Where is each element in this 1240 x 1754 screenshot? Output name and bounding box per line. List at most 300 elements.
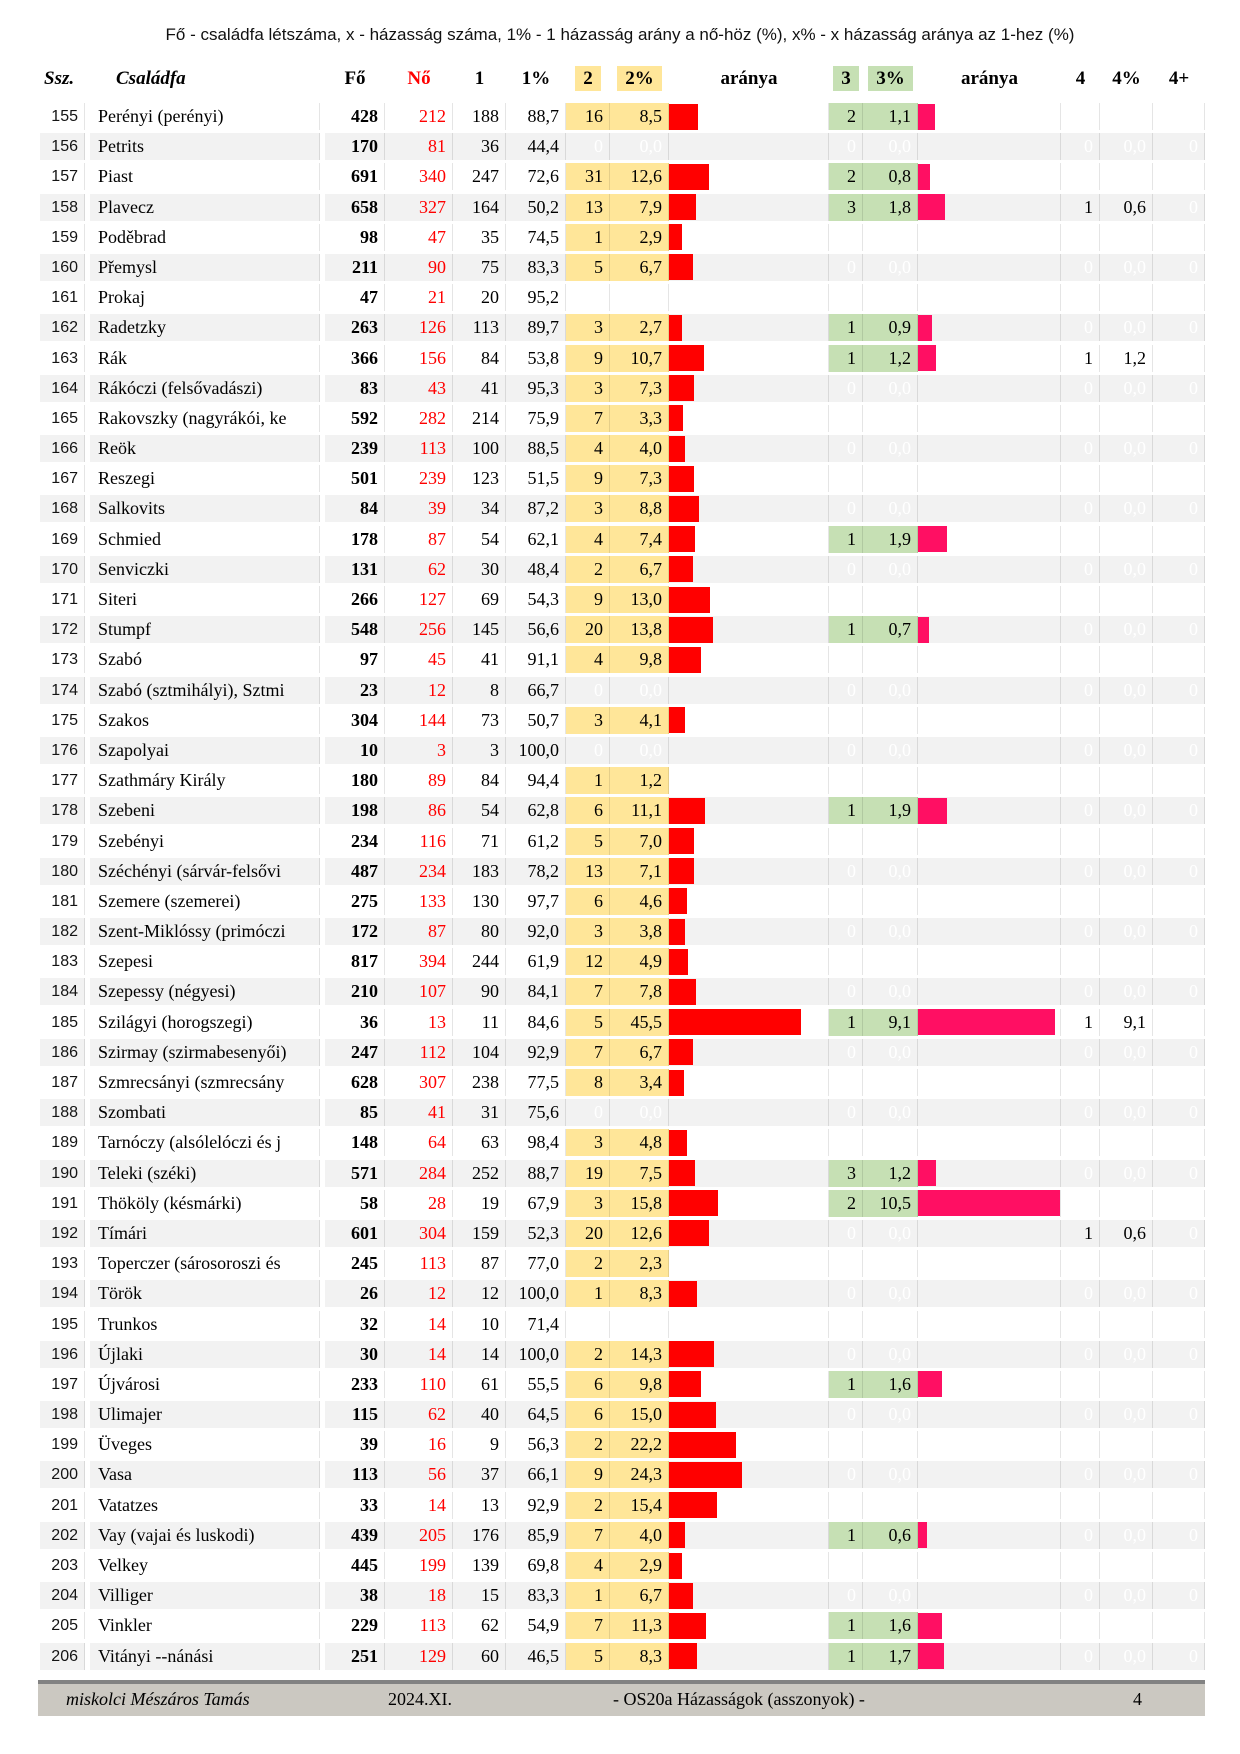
cell-no: 3: [385, 737, 453, 764]
cell-marriage1-pct: 84,1: [506, 978, 566, 1005]
cell-aranya-3: [918, 978, 1061, 1005]
cell-aranya-3: [918, 1522, 1061, 1549]
cell-marriage4-pct: 0,0: [1100, 1039, 1153, 1066]
cell-marriage3-count: 0: [829, 1220, 863, 1247]
cell-marriage2-pct: 7,8: [610, 978, 669, 1005]
cell-marriage2-count: 9: [566, 465, 610, 492]
cell-marriage3-count: [829, 707, 863, 734]
cell-marriage4-pct: 9,1: [1100, 1009, 1153, 1036]
cell-fo: 211: [325, 254, 385, 281]
cell-marriage2-pct: 0,0: [610, 737, 669, 764]
cell-marriage1-pct: 48,4: [506, 556, 566, 583]
cell-marriage1-count: 54: [453, 526, 506, 553]
cell-marriage1-count: 113: [453, 314, 506, 341]
marriage2-ratio-bar: [669, 556, 693, 582]
cell-marriage1-count: 188: [453, 103, 506, 130]
cell-no: 64: [385, 1129, 453, 1156]
cell-fo: 131: [325, 556, 385, 583]
cell-family-name: Reök: [90, 435, 320, 462]
cell-marriage4-count: 0: [1061, 495, 1100, 522]
cell-marriage4plus-count: [1153, 103, 1205, 130]
cell-marriage1-count: 11: [453, 1009, 506, 1036]
cell-aranya-2: [669, 828, 829, 855]
cell-marriage2-count: 6: [566, 1371, 610, 1398]
cell-marriage2-pct: 4,0: [610, 435, 669, 462]
cell-fo: 172: [325, 918, 385, 945]
cell-family-name: Prokaj: [90, 284, 320, 311]
cell-marriage1-pct: 56,3: [506, 1431, 566, 1458]
cell-aranya-2: [669, 194, 829, 221]
cell-marriage4-pct: [1100, 1190, 1153, 1217]
cell-marriage1-pct: 88,5: [506, 435, 566, 462]
cell-marriage4-count: 0: [1061, 737, 1100, 764]
cell-no: 62: [385, 1401, 453, 1428]
cell-fo: 30: [325, 1341, 385, 1368]
cell-marriage2-pct: 8,5: [610, 103, 669, 130]
cell-marriage4plus-count: [1153, 163, 1205, 190]
cell-family-name: Szepessy (négyesi): [90, 978, 320, 1005]
cell-aranya-2: [669, 435, 829, 462]
cell-no: 199: [385, 1552, 453, 1579]
cell-aranya-2: [669, 978, 829, 1005]
cell-marriage3-count: 1: [829, 1612, 863, 1639]
cell-marriage3-pct: 0,0: [863, 737, 918, 764]
cell-fo: 251: [325, 1643, 385, 1670]
cell-no: 284: [385, 1160, 453, 1187]
marriage2-ratio-bar: [669, 1341, 714, 1367]
cell-marriage2-count: 3: [566, 375, 610, 402]
table-row: [40, 133, 1205, 160]
cell-ssz: 169: [40, 526, 85, 553]
column-header-4plus: 4+: [1168, 68, 1190, 89]
cell-marriage1-pct: 44,4: [506, 133, 566, 160]
cell-aranya-2: [669, 1461, 829, 1488]
cell-marriage4-pct: 0,0: [1100, 918, 1153, 945]
cell-marriage2-pct: 15,8: [610, 1190, 669, 1217]
table-row: [40, 918, 1205, 945]
cell-marriage4-pct: [1100, 1431, 1153, 1458]
cell-marriage4-pct: [1100, 465, 1153, 492]
cell-family-name: Szebeni: [90, 797, 320, 824]
cell-aranya-3: [918, 465, 1061, 492]
cell-aranya-3: [918, 1341, 1061, 1368]
cell-marriage4-count: 0: [1061, 314, 1100, 341]
table-row: [40, 1220, 1205, 1247]
cell-marriage1-count: 37: [453, 1461, 506, 1488]
cell-marriage4plus-count: [1153, 767, 1205, 794]
cell-marriage3-count: 1: [829, 1009, 863, 1036]
cell-marriage4plus-count: 0: [1153, 918, 1205, 945]
cell-fo: 198: [325, 797, 385, 824]
cell-aranya-3: [918, 1401, 1061, 1428]
cell-marriage3-count: [829, 1552, 863, 1579]
cell-fo: 58: [325, 1190, 385, 1217]
cell-aranya-2: [669, 495, 829, 522]
table-row: [40, 163, 1205, 190]
cell-ssz: 165: [40, 405, 85, 432]
cell-marriage1-pct: 61,9: [506, 948, 566, 975]
cell-no: 113: [385, 1250, 453, 1277]
cell-aranya-2: [669, 1099, 829, 1126]
cell-marriage4plus-count: 0: [1153, 1039, 1205, 1066]
cell-marriage4plus-count: [1153, 1009, 1205, 1036]
cell-family-name: Velkey: [90, 1552, 320, 1579]
marriage3-ratio-bar: [918, 315, 932, 341]
table-row: [40, 677, 1205, 704]
cell-ssz: 158: [40, 194, 85, 221]
marriage2-ratio-bar: [669, 647, 701, 673]
cell-no: 45: [385, 646, 453, 673]
page-footer: [38, 1680, 1205, 1716]
cell-aranya-2: [669, 345, 829, 372]
cell-marriage1-count: 252: [453, 1160, 506, 1187]
cell-marriage2-pct: 3,3: [610, 405, 669, 432]
cell-marriage2-pct: 0,0: [610, 133, 669, 160]
column-header-ssz: Ssz.: [44, 68, 75, 89]
cell-marriage4-pct: 0,0: [1100, 133, 1153, 160]
cell-marriage4plus-count: 0: [1153, 1643, 1205, 1670]
cell-marriage1-count: 31: [453, 1099, 506, 1126]
cell-ssz: 187: [40, 1069, 85, 1096]
cell-aranya-3: [918, 495, 1061, 522]
cell-marriage4-pct: [1100, 103, 1153, 130]
cell-fo: 33: [325, 1492, 385, 1519]
cell-aranya-2: [669, 1612, 829, 1639]
table-row: [40, 616, 1205, 643]
cell-marriage3-count: [829, 224, 863, 251]
cell-fo: 229: [325, 1612, 385, 1639]
cell-marriage2-count: 7: [566, 1039, 610, 1066]
cell-ssz: 164: [40, 375, 85, 402]
marriage2-ratio-bar: [669, 1009, 801, 1035]
cell-marriage3-pct: [863, 284, 918, 311]
cell-marriage2-count: 5: [566, 1009, 610, 1036]
cell-marriage4-count: [1061, 1190, 1100, 1217]
cell-family-name: Schmied: [90, 526, 320, 553]
cell-no: 110: [385, 1371, 453, 1398]
marriage3-ratio-bar: [918, 617, 929, 643]
cell-marriage3-pct: 0,0: [863, 556, 918, 583]
cell-marriage1-count: 73: [453, 707, 506, 734]
marriage2-ratio-bar: [669, 1583, 693, 1609]
cell-aranya-3: [918, 1009, 1061, 1036]
cell-marriage1-pct: 66,1: [506, 1461, 566, 1488]
cell-marriage1-pct: 75,9: [506, 405, 566, 432]
cell-fo: 38: [325, 1582, 385, 1609]
cell-marriage2-count: 3: [566, 707, 610, 734]
cell-marriage3-pct: [863, 405, 918, 432]
cell-marriage4plus-count: 0: [1153, 978, 1205, 1005]
cell-fo: 83: [325, 375, 385, 402]
table-row: [40, 194, 1205, 221]
cell-ssz: 179: [40, 828, 85, 855]
cell-ssz: 186: [40, 1039, 85, 1066]
marriage3-ratio-bar: [918, 1160, 936, 1186]
cell-marriage4-pct: 0,0: [1100, 314, 1153, 341]
cell-ssz: 191: [40, 1190, 85, 1217]
cell-aranya-2: [669, 1643, 829, 1670]
column-header-3-highlight: 3: [833, 66, 859, 91]
cell-marriage4plus-count: 0: [1153, 194, 1205, 221]
cell-marriage1-pct: 64,5: [506, 1401, 566, 1428]
cell-ssz: 202: [40, 1522, 85, 1549]
cell-marriage3-pct: 1,9: [863, 797, 918, 824]
cell-marriage2-pct: 4,6: [610, 888, 669, 915]
cell-marriage2-pct: 0,0: [610, 1099, 669, 1126]
cell-no: 126: [385, 314, 453, 341]
cell-aranya-3: [918, 405, 1061, 432]
cell-no: 327: [385, 194, 453, 221]
cell-aranya-3: [918, 1612, 1061, 1639]
cell-family-name: Trunkos: [90, 1311, 320, 1338]
cell-marriage4plus-count: 0: [1153, 1220, 1205, 1247]
cell-marriage2-pct: 3,8: [610, 918, 669, 945]
cell-fo: 85: [325, 1099, 385, 1126]
cell-marriage4plus-count: [1153, 646, 1205, 673]
cell-family-name: Tarnóczy (alsólelóczi és j: [90, 1129, 320, 1156]
cell-marriage1-pct: 75,6: [506, 1099, 566, 1126]
cell-fo: 601: [325, 1220, 385, 1247]
cell-marriage3-pct: [863, 1492, 918, 1519]
cell-marriage4-pct: 0,0: [1100, 1522, 1153, 1549]
cell-marriage1-count: 35: [453, 224, 506, 251]
cell-aranya-3: [918, 1250, 1061, 1277]
cell-aranya-3: [918, 1582, 1061, 1609]
cell-marriage1-pct: 92,9: [506, 1039, 566, 1066]
cell-family-name: Szemere (szemerei): [90, 888, 320, 915]
cell-aranya-2: [669, 1220, 829, 1247]
cell-ssz: 168: [40, 495, 85, 522]
table-row: [40, 586, 1205, 613]
cell-marriage2-pct: 4,0: [610, 1522, 669, 1549]
cell-marriage2-count: 13: [566, 858, 610, 885]
cell-no: 56: [385, 1461, 453, 1488]
cell-ssz: 157: [40, 163, 85, 190]
cell-aranya-2: [669, 797, 829, 824]
cell-marriage2-count: 8: [566, 1069, 610, 1096]
cell-marriage4-count: [1061, 1129, 1100, 1156]
cell-aranya-2: [669, 556, 829, 583]
cell-aranya-3: [918, 707, 1061, 734]
cell-aranya-2: [669, 1069, 829, 1096]
marriage2-ratio-bar: [669, 858, 694, 884]
cell-marriage4plus-count: 0: [1153, 254, 1205, 281]
cell-marriage2-count: 7: [566, 978, 610, 1005]
cell-marriage4plus-count: [1153, 1129, 1205, 1156]
cell-marriage4plus-count: 0: [1153, 314, 1205, 341]
cell-marriage3-pct: 1,6: [863, 1371, 918, 1398]
cell-marriage1-count: 14: [453, 1341, 506, 1368]
cell-aranya-2: [669, 707, 829, 734]
cell-family-name: Plavecz: [90, 194, 320, 221]
cell-marriage2-pct: 6,7: [610, 1582, 669, 1609]
cell-marriage3-pct: 0,8: [863, 163, 918, 190]
cell-family-name: Salkovits: [90, 495, 320, 522]
cell-marriage2-count: 4: [566, 526, 610, 553]
cell-no: 16: [385, 1431, 453, 1458]
cell-marriage2-pct: 0,0: [610, 677, 669, 704]
table-row: [40, 1461, 1205, 1488]
cell-marriage4-pct: 0,0: [1100, 1099, 1153, 1126]
cell-aranya-2: [669, 858, 829, 885]
cell-aranya-3: [918, 1220, 1061, 1247]
table-row: [40, 526, 1205, 553]
cell-aranya-2: [669, 224, 829, 251]
cell-marriage4-count: 1: [1061, 1009, 1100, 1036]
cell-aranya-2: [669, 405, 829, 432]
cell-marriage4plus-count: [1153, 1431, 1205, 1458]
cell-marriage4-pct: [1100, 284, 1153, 311]
cell-marriage4plus-count: 0: [1153, 375, 1205, 402]
cell-marriage4-pct: 0,0: [1100, 1461, 1153, 1488]
cell-marriage3-count: 3: [829, 194, 863, 221]
cell-marriage1-pct: 62,1: [506, 526, 566, 553]
cell-marriage4-count: [1061, 405, 1100, 432]
cell-marriage3-pct: 0,0: [863, 375, 918, 402]
cell-aranya-2: [669, 586, 829, 613]
cell-marriage3-pct: [863, 465, 918, 492]
cell-aranya-2: [669, 1371, 829, 1398]
cell-marriage4plus-count: [1153, 1190, 1205, 1217]
cell-marriage1-count: 214: [453, 405, 506, 432]
table-row: [40, 1643, 1205, 1670]
cell-marriage2-pct: 22,2: [610, 1431, 669, 1458]
cell-marriage3-count: 0: [829, 737, 863, 764]
cell-family-name: Szilágyi (horogszegi): [90, 1009, 320, 1036]
cell-marriage1-count: 183: [453, 858, 506, 885]
cell-marriage4-count: 0: [1061, 435, 1100, 462]
marriage2-ratio-bar: [669, 436, 685, 462]
cell-fo: 84: [325, 495, 385, 522]
footer-date: 2024.XI.: [388, 1689, 452, 1709]
cell-aranya-3: [918, 194, 1061, 221]
cell-marriage4-count: [1061, 828, 1100, 855]
table-row: [40, 1341, 1205, 1368]
cell-no: 87: [385, 918, 453, 945]
cell-marriage1-pct: 62,8: [506, 797, 566, 824]
marriage2-ratio-bar: [669, 828, 694, 854]
cell-family-name: Villiger: [90, 1582, 320, 1609]
column-header-aranya-2: aránya: [720, 68, 778, 89]
cell-marriage1-count: 69: [453, 586, 506, 613]
cell-marriage4-count: [1061, 1552, 1100, 1579]
cell-no: 87: [385, 526, 453, 553]
cell-marriage3-count: 0: [829, 1280, 863, 1307]
cell-ssz: 197: [40, 1371, 85, 1398]
cell-family-name: Újlaki: [90, 1341, 320, 1368]
cell-marriage4-pct: [1100, 767, 1153, 794]
cell-marriage2-pct: 8,3: [610, 1280, 669, 1307]
cell-family-name: Stumpf: [90, 616, 320, 643]
cell-ssz: 174: [40, 677, 85, 704]
cell-marriage2-pct: 8,3: [610, 1643, 669, 1670]
marriage2-ratio-bar: [669, 1220, 709, 1246]
cell-no: 47: [385, 224, 453, 251]
cell-marriage2-count: 0: [566, 737, 610, 764]
cell-marriage1-count: 104: [453, 1039, 506, 1066]
cell-marriage4-count: 0: [1061, 616, 1100, 643]
table-row: [40, 1552, 1205, 1579]
cell-marriage2-count: 1: [566, 224, 610, 251]
cell-marriage1-count: 80: [453, 918, 506, 945]
table-row: [40, 1039, 1205, 1066]
table-row: [40, 828, 1205, 855]
cell-marriage2-pct: 24,3: [610, 1461, 669, 1488]
cell-marriage1-pct: 94,4: [506, 767, 566, 794]
cell-no: 116: [385, 828, 453, 855]
cell-ssz: 181: [40, 888, 85, 915]
cell-marriage4-pct: [1100, 586, 1153, 613]
cell-fo: 658: [325, 194, 385, 221]
cell-marriage3-pct: 0,0: [863, 677, 918, 704]
cell-no: 89: [385, 767, 453, 794]
cell-marriage4-pct: [1100, 1311, 1153, 1338]
cell-marriage2-count: 7: [566, 1612, 610, 1639]
cell-marriage3-pct: [863, 1069, 918, 1096]
cell-marriage1-pct: 95,3: [506, 375, 566, 402]
cell-family-name: Vitányi --nánási: [90, 1643, 320, 1670]
marriage2-ratio-bar: [669, 466, 694, 492]
cell-family-name: Rákóczi (felsővadászi): [90, 375, 320, 402]
cell-marriage2-count: 1: [566, 1582, 610, 1609]
cell-marriage3-pct: [863, 828, 918, 855]
cell-marriage2-count: 4: [566, 435, 610, 462]
cell-marriage4plus-count: [1153, 1069, 1205, 1096]
cell-marriage2-pct: 13,0: [610, 586, 669, 613]
cell-marriage4-count: [1061, 103, 1100, 130]
cell-aranya-2: [669, 1190, 829, 1217]
cell-marriage4plus-count: [1153, 1492, 1205, 1519]
cell-marriage1-count: 20: [453, 284, 506, 311]
table-row: [40, 375, 1205, 402]
cell-marriage1-count: 8: [453, 677, 506, 704]
cell-marriage4-count: 0: [1061, 1039, 1100, 1066]
marriage2-ratio-bar: [669, 888, 687, 914]
cell-ssz: 166: [40, 435, 85, 462]
cell-marriage4plus-count: [1153, 345, 1205, 372]
cell-marriage4-count: [1061, 284, 1100, 311]
cell-no: 394: [385, 948, 453, 975]
cell-no: 129: [385, 1643, 453, 1670]
cell-no: 43: [385, 375, 453, 402]
marriage2-ratio-bar: [669, 1492, 717, 1518]
cell-marriage3-count: [829, 405, 863, 432]
cell-aranya-3: [918, 224, 1061, 251]
cell-aranya-2: [669, 103, 829, 130]
cell-marriage1-count: 90: [453, 978, 506, 1005]
cell-marriage1-count: 19: [453, 1190, 506, 1217]
cell-aranya-3: [918, 103, 1061, 130]
cell-fo: 487: [325, 858, 385, 885]
cell-fo: 23: [325, 677, 385, 704]
cell-ssz: 177: [40, 767, 85, 794]
cell-marriage4plus-count: [1153, 1250, 1205, 1277]
table-row: [40, 1009, 1205, 1036]
cell-marriage4-pct: 0,0: [1100, 375, 1153, 402]
cell-aranya-2: [669, 375, 829, 402]
cell-marriage3-count: 1: [829, 314, 863, 341]
cell-marriage4-count: [1061, 526, 1100, 553]
cell-marriage2-count: 9: [566, 345, 610, 372]
cell-marriage4plus-count: 0: [1153, 677, 1205, 704]
cell-marriage4-pct: [1100, 1250, 1153, 1277]
cell-fo: 47: [325, 284, 385, 311]
cell-family-name: Szent-Miklóssy (primóczi: [90, 918, 320, 945]
marriage3-ratio-bar: [918, 1643, 944, 1669]
cell-ssz: 163: [40, 345, 85, 372]
cell-marriage2-pct: 7,3: [610, 465, 669, 492]
cell-marriage3-count: 3: [829, 1160, 863, 1187]
